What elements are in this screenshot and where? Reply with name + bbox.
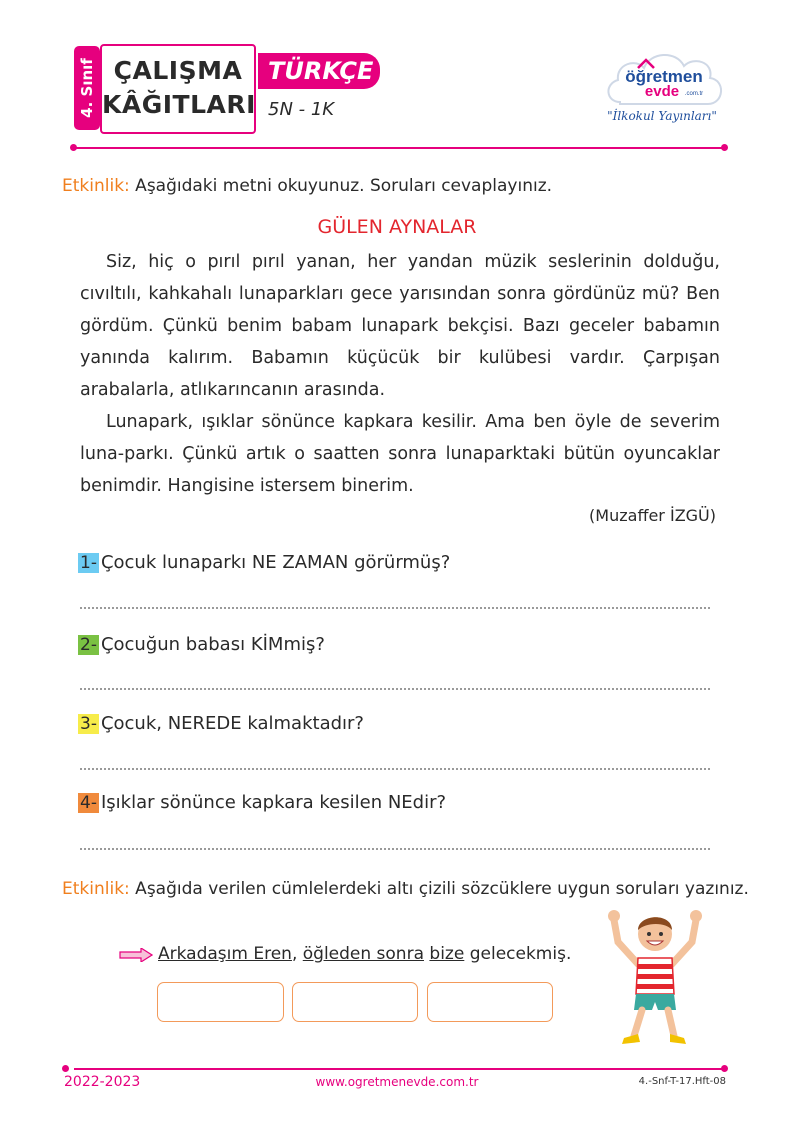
- activity-2-text: Aşağıda verilen cümlelerdeki altı çizili sözcüklere uygun soruları yazınız.: [129, 879, 749, 899]
- question-text: Çocuk lunaparkı NE ZAMAN görürmüş?: [100, 552, 451, 573]
- divider-dot-left: [62, 1065, 69, 1072]
- title-line-1: ÇALIŞMA: [113, 56, 243, 85]
- activity-1-text: Aşağıdaki metni okuyunuz. Soruları cevaplayınız.: [129, 176, 553, 196]
- etkinlik-label: Etkinlik:: [62, 879, 130, 899]
- sentence-sep: ,: [291, 944, 303, 964]
- story-paragraph-2: Lunapark, ışıklar sönünce kapkara kesilir. Ama ben öyle de severim luna-parkı. Çünkü artık o saatten sonra lunaparktaki bütün oyuncaklar benimdir. Hangisine istersem binerim.: [80, 412, 720, 496]
- question-4: [78, 792, 446, 813]
- cloud-logo-icon: [602, 44, 728, 128]
- grade-tab: [74, 46, 100, 130]
- question-number: 4-: [80, 793, 97, 813]
- story-author: (Muzaffer İZGÜ): [589, 506, 716, 525]
- footer-year: 2022-2023: [64, 1074, 141, 1090]
- story-title: GÜLEN AYNALAR: [317, 216, 477, 238]
- answer-line-2[interactable]: [80, 688, 710, 690]
- lesson-code: 5N - 1K: [268, 99, 335, 120]
- activity-2-instruction: [62, 879, 749, 899]
- logo-brand-bottom: evde: [644, 83, 680, 100]
- divider-dot-right: [721, 1065, 728, 1072]
- footer-divider: [74, 1068, 724, 1070]
- question-text: Çocuk, NEREDE kalmaktadır?: [100, 713, 364, 734]
- example-sentence: [158, 944, 571, 964]
- sentence-rest: gelecekmiş.: [464, 944, 572, 964]
- question-number: 2-: [80, 635, 97, 655]
- header-divider: [74, 147, 724, 149]
- logo-brand-top: öğretmen: [625, 67, 703, 86]
- arrow-right-icon: [119, 947, 153, 966]
- question-3: [78, 713, 364, 734]
- question-number: 3-: [80, 714, 97, 734]
- question-text: Çocuğun babası KİMmiş?: [100, 634, 325, 655]
- logo-tagline: "İlkokul Yayınları": [607, 109, 717, 123]
- boy-illustration: [600, 902, 710, 1052]
- footer-url[interactable]: www.ogretmenevde.com.tr: [315, 1075, 479, 1089]
- divider-dot-right: [721, 144, 728, 151]
- answer-line-3[interactable]: [80, 768, 710, 770]
- logo-domain: .com.tr: [684, 91, 704, 97]
- worksheet-title-box: [100, 44, 256, 134]
- underlined-word-1: Arkadaşım Eren: [158, 944, 292, 964]
- subject-badge: [258, 53, 380, 89]
- underlined-word-3: bize: [429, 944, 465, 964]
- underlined-word-2: öğleden sonra: [302, 944, 424, 964]
- answer-box-3[interactable]: [427, 982, 553, 1022]
- etkinlik-label: Etkinlik:: [62, 176, 130, 196]
- title-line-2: KÂĞITLARI: [102, 90, 256, 119]
- story-paragraph-1: Siz, hiç o pırıl pırıl yanan, her yandan müzik seslerinin dolduğu, cıvıltılı, kahkahalı lunaparkları gece yarısından sonra gördünüz mü? Ben gördüm. Çünkü benim babam lunapark bekçisi. Bazı geceler babamın yanında kalırım. Babamın küçücük bir kulübesi vardır. Çarpışan arabalarla, atlıkarıncanın arasında.: [80, 252, 720, 400]
- answer-line-4[interactable]: [80, 848, 710, 850]
- publisher-logo: [602, 44, 728, 128]
- question-number: 1-: [80, 553, 97, 573]
- question-text: Işıklar sönünce kapkara kesilen NEdir?: [100, 792, 447, 813]
- divider-dot-left: [70, 144, 77, 151]
- answer-line-1[interactable]: [80, 607, 710, 609]
- answer-box-2[interactable]: [292, 982, 418, 1022]
- question-1: [78, 552, 450, 573]
- subject-label: TÜRKÇE: [268, 57, 374, 85]
- question-2: [78, 634, 325, 655]
- answer-box-1[interactable]: [157, 982, 284, 1022]
- footer-code: 4.-Snf-T-17.Hft-08: [638, 1076, 726, 1087]
- grade-label: 4. Sınıf: [78, 58, 96, 118]
- activity-1-instruction: [62, 176, 552, 196]
